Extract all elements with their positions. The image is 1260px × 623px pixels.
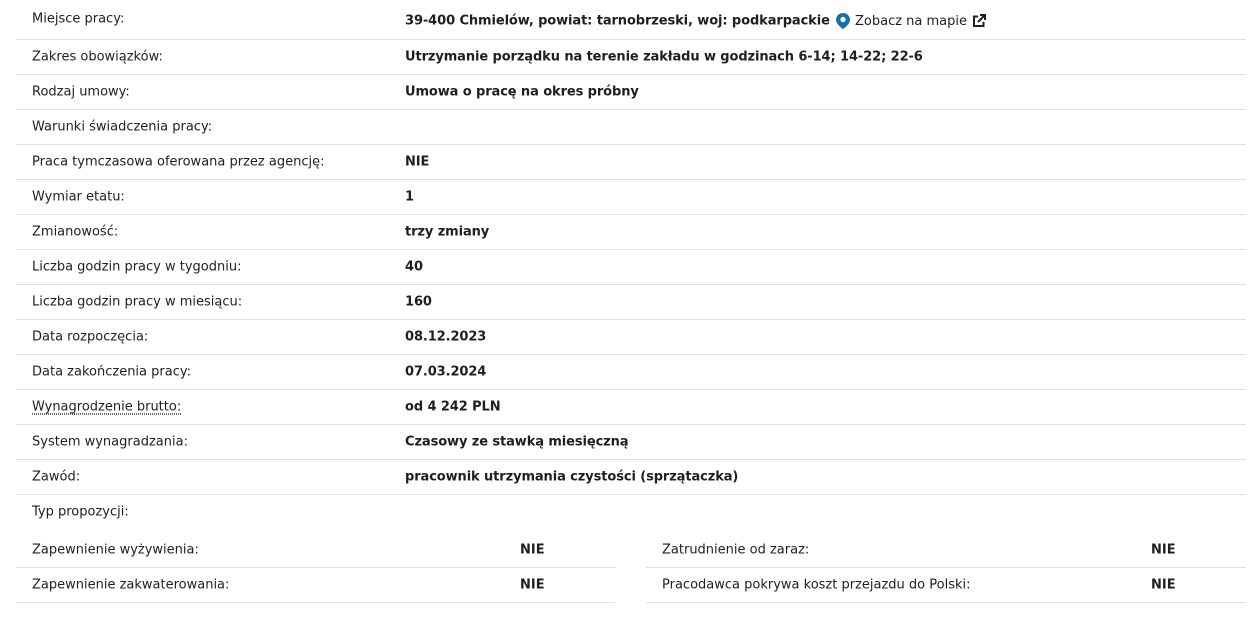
duties-label: Zakres obowiązków: bbox=[32, 49, 163, 65]
monthly-hours-row bbox=[16, 285, 1246, 320]
external-link-icon bbox=[972, 14, 986, 28]
proposal-right-column bbox=[646, 533, 1246, 603]
occupation-value: pracownik utrzymania czystości (sprzątaczka) bbox=[405, 469, 739, 485]
proposal-type-label: Typ propozycji: bbox=[32, 504, 129, 520]
contract-type-label: Rodzaj umowy: bbox=[32, 84, 130, 100]
contract-type-value: Umowa o pracę na okres próbny bbox=[405, 84, 639, 100]
fte-value: 1 bbox=[405, 189, 414, 205]
weekly-hours-row bbox=[16, 250, 1246, 285]
shifts-row bbox=[16, 215, 1246, 250]
proposal-type-row bbox=[16, 495, 1246, 529]
location-value: 39-400 Chmielów, powiat: tarnobrzeski, woj: podkarpackie bbox=[405, 13, 830, 29]
fte-label: Wymiar etatu: bbox=[32, 189, 125, 205]
immediate-hire-label: Zatrudnienie od zaraz: bbox=[662, 542, 810, 558]
pay-system-row bbox=[16, 425, 1246, 460]
job-details-table bbox=[16, 0, 1246, 529]
location-row bbox=[16, 0, 1246, 40]
immediate-hire-value: NIE bbox=[1151, 542, 1176, 558]
travel-cost-row bbox=[646, 568, 1246, 603]
fte-row bbox=[16, 180, 1246, 215]
pay-system-label: System wynagradzania: bbox=[32, 434, 188, 450]
occupation-label: Zawód: bbox=[32, 469, 81, 485]
travel-cost-label: Pracodawca pokrywa koszt przejazdu do Polski: bbox=[662, 577, 971, 593]
salary-value: od 4 242 PLN bbox=[405, 399, 501, 415]
end-date-value: 07.03.2024 bbox=[405, 364, 487, 380]
meals-row bbox=[16, 533, 615, 568]
end-date-row bbox=[16, 355, 1246, 390]
show-on-map-link[interactable] bbox=[836, 13, 986, 29]
monthly-hours-value: 160 bbox=[405, 294, 432, 310]
meals-value: NIE bbox=[520, 542, 545, 558]
start-date-label: Data rozpoczęcia: bbox=[32, 329, 149, 345]
proposal-left-column bbox=[16, 533, 615, 603]
start-date-value: 08.12.2023 bbox=[405, 329, 487, 345]
agency-label: Praca tymczasowa oferowana przez agencję: bbox=[32, 154, 325, 170]
show-on-map-label: Zobacz na mapie bbox=[855, 13, 968, 29]
meals-label: Zapewnienie wyżywienia: bbox=[32, 542, 199, 558]
map-pin-icon bbox=[836, 13, 850, 29]
end-date-label: Data zakończenia pracy: bbox=[32, 364, 191, 380]
work-conditions-label: Warunki świadczenia pracy: bbox=[32, 119, 213, 135]
shifts-label: Zmianowość: bbox=[32, 224, 119, 240]
pay-system-value: Czasowy ze stawką miesięczną bbox=[405, 434, 629, 450]
shifts-value: trzy zmiany bbox=[405, 224, 490, 240]
monthly-hours-label: Liczba godzin pracy w miesiącu: bbox=[32, 294, 243, 310]
accommodation-row bbox=[16, 568, 615, 603]
travel-cost-value: NIE bbox=[1151, 577, 1176, 593]
salary-label[interactable]: Wynagrodzenie brutto: bbox=[32, 399, 182, 415]
weekly-hours-value: 40 bbox=[405, 259, 423, 275]
duties-value: Utrzymanie porządku na terenie zakładu w godzinach 6-14; 14-22; 22-6 bbox=[405, 49, 923, 65]
agency-value: NIE bbox=[405, 154, 430, 170]
work-conditions-row bbox=[16, 110, 1246, 145]
start-date-row bbox=[16, 320, 1246, 355]
contract-type-row bbox=[16, 75, 1246, 110]
proposal-details bbox=[16, 533, 1246, 603]
duties-row bbox=[16, 40, 1246, 75]
accommodation-value: NIE bbox=[520, 577, 545, 593]
salary-row bbox=[16, 390, 1246, 425]
accommodation-label: Zapewnienie zakwaterowania: bbox=[32, 577, 230, 593]
weekly-hours-label: Liczba godzin pracy w tygodniu: bbox=[32, 259, 242, 275]
occupation-row bbox=[16, 460, 1246, 495]
agency-row bbox=[16, 145, 1246, 180]
location-label: Miejsce pracy: bbox=[32, 11, 125, 27]
immediate-hire-row bbox=[646, 533, 1246, 568]
